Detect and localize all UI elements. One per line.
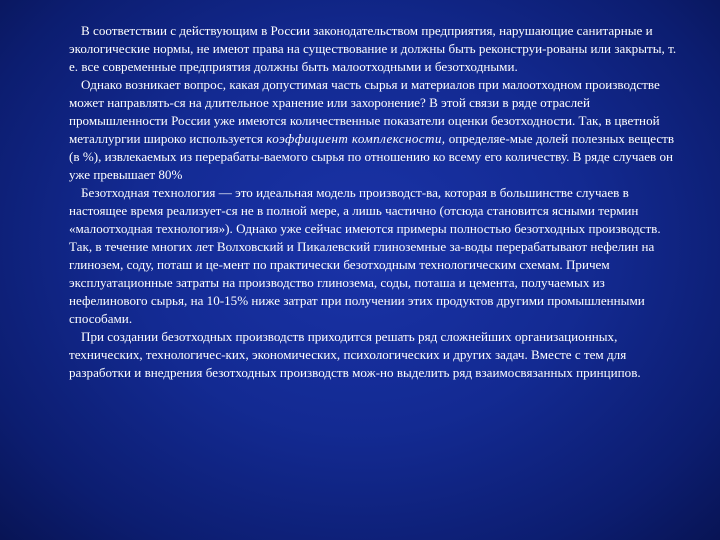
paragraph-legislation [69,22,681,76]
emphasis-term: коэффициент комплексности, [266,131,446,146]
paragraph-principles [69,328,681,382]
paragraph-text: Однако возникает вопрос, какая допустимая часть сырья и материалов при малоотходном производстве может направлять-ся на длительное хранение или захоронение? В этой связи в ряде отраслей промышленности России уже имеются количественные показатели оценки безотходности. Так, в цветной металлургии широко используется [69,77,660,146]
paragraph-text: В соответствии с действующим в России законодательством предприятия, нарушающие санитарные и экологические нормы, не имеют права на существование и должны быть реконструи-рованы или закрыты, т. е. все современные предприятия должны быть малоотходными и безотходными. [69,23,677,74]
paragraph-wasteless-technology [69,184,681,328]
paragraph-text: При создании безотходных производств приходится решать ряд сложнейших организационных, технических, технологичес-ких, экономических, психологических и других задач. Вместе с тем для разработки и внедрения безотходных производств мож-но выделить ряд взаимосвязанных принципов. [69,329,641,380]
paragraph-text: определяе-мые долей полезных веществ (в %), извлекаемых из перерабаты-ваемого сырья по отношению ко всему его количеству. В ряде случаев он уже превышает 80% [69,131,675,182]
paragraph-allowable-waste [69,76,681,184]
paragraph-text: Безотходная технология — это идеальная модель производст-ва, которая в большинстве случаев в настоящее время реализует-ся не в полной мере, а лишь частично (отсюда становится ясными термин «малоотходная технология»). Однако уже сейчас имеются примеры полностью безотходных производств. Так, в течение многих лет Волховский и Пикалевский глиноземные за-воды перерабатывают нефелин на глинозем, соду, поташ и це-мент по практически безотходным технологическим схемам. Причем эксплуатационные затраты на производство глинозема, соды, поташа и цемента, получаемых из нефелинового сырья, на 10-15% ниже затрат при получении этих продуктов другими промышленными способами. [69,185,661,326]
slide-text-body [69,22,681,382]
